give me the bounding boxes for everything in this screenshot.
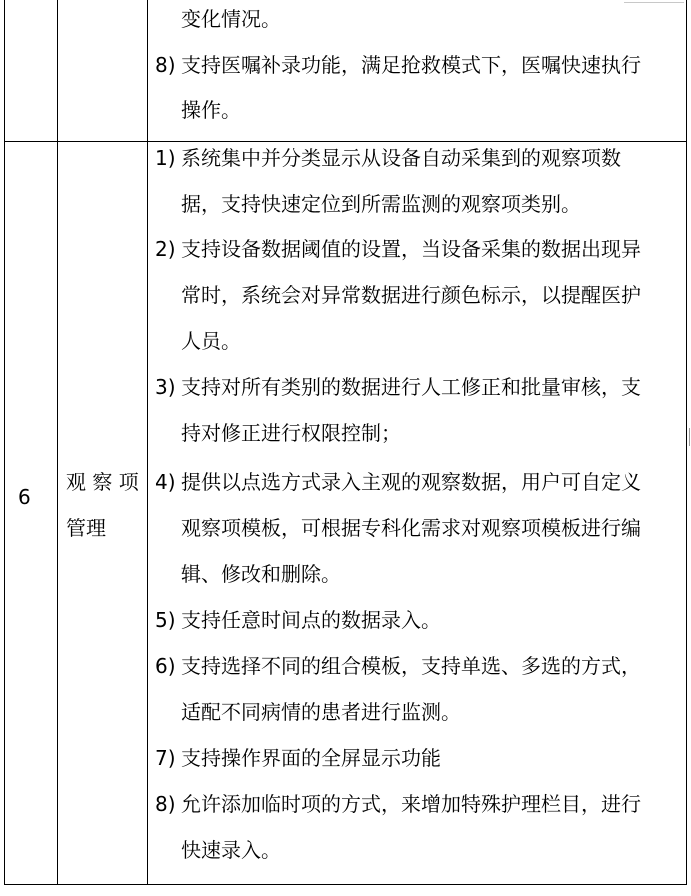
table-border-col1	[57, 0, 58, 885]
list-item-line: 人员。	[181, 329, 241, 353]
row-name-line2: 管理	[66, 516, 106, 540]
list-item-line: 据，支持快速定位到所需监测的观察项类别。	[181, 192, 581, 216]
list-item-number: 7)	[155, 746, 176, 770]
list-item-number: 4)	[155, 470, 176, 494]
table-border-left	[4, 0, 5, 885]
list-item-line: 支持任意时间点的数据录入。	[181, 608, 441, 632]
list-item-line: 支持选择不同的组合模板，支持单选、多选的方式，	[181, 654, 641, 678]
list-item-number: 6)	[155, 654, 176, 678]
list-item-line: 支持医嘱补录功能，满足抢救模式下，医嘱快速执行	[181, 53, 641, 77]
list-item-line: 允许添加临时项的方式，来增加特殊护理栏目，进行	[181, 792, 641, 816]
table-border-col2	[147, 0, 148, 885]
list-item-line: 辑、修改和删除。	[181, 562, 341, 586]
list-item-number: 3)	[155, 375, 176, 399]
table-border-bottom	[4, 884, 687, 885]
list-item-line: 支持对所有类别的数据进行人工修正和批量审核，支	[181, 375, 641, 399]
prev-row-line: 变化情况。	[181, 7, 281, 31]
page-corner-mark	[624, 2, 684, 3]
list-item-line: 快速录入。	[181, 838, 281, 862]
row-name-line1: 观 察 项	[66, 470, 139, 494]
list-item-line: 观察项模板，可根据专科化需求对观察项模板进行编	[181, 516, 641, 540]
list-item-line: 常时，系统会对异常数据进行颜色标示，以提醒医护	[181, 283, 641, 307]
list-item-line: 提供以点选方式录入主观的观察数据，用户可自定义	[181, 470, 641, 494]
list-item-line: 支持设备数据阈值的设置，当设备采集的数据出现异	[181, 237, 641, 261]
list-item-number: 8)	[155, 53, 176, 77]
list-item-line: 持对修正进行权限控制；	[181, 421, 401, 445]
list-item-number: 2)	[155, 237, 176, 261]
page-edge-mark	[689, 428, 690, 446]
row-divider	[4, 141, 687, 142]
list-item-line: 适配不同病情的患者进行监测。	[181, 700, 461, 724]
row-index: 6	[18, 485, 31, 509]
list-item-number: 1)	[155, 146, 176, 170]
list-item-number: 5)	[155, 608, 176, 632]
list-item-number: 8)	[155, 792, 176, 816]
list-item-line: 支持操作界面的全屏显示功能	[181, 746, 441, 770]
table-border-right	[686, 0, 687, 885]
list-item-line: 系统集中并分类显示从设备自动采集到的观察项数	[181, 146, 621, 170]
list-item-line: 操作。	[181, 98, 241, 122]
